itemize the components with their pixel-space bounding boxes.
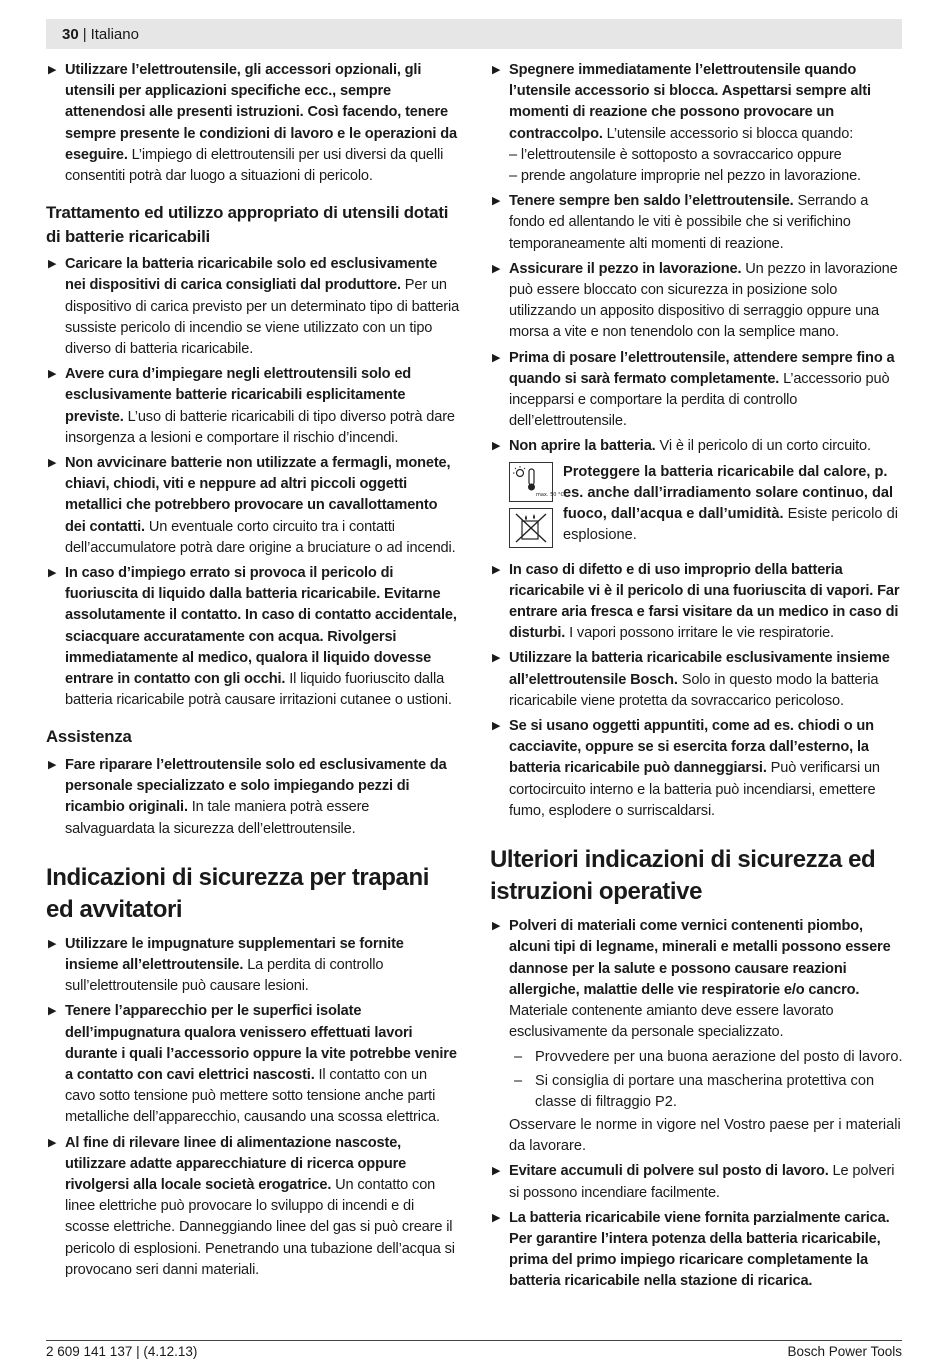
header-separator: |	[82, 25, 87, 43]
bullet-item: ▶ La batteria ricaricabile viene fornita parzialmente carica. Per garantire l’intera potenza della batteria ricaricabile, prima del primo impiego ricaricare completamente la batteria ricaricabile nella stazione di ricarica.	[492, 1209, 890, 1290]
paragraph: Osservare le norme in vigore nel Vostro paese per i materiali da lavorare.	[509, 1116, 901, 1155]
footer-brand: Bosch Power Tools	[787, 1344, 902, 1359]
bullet-item: ▶ Polveri di materiali come vernici contenenti piombo, alcuni tipi di legname, minerali e metalli possono essere dannose per la salute e possono causare reazioni allergiche, malattie delle vie respiratorie e/o cancro. Materiale contenente amianto deve essere lavorato esclusivamente da personale specializzato.	[492, 918, 891, 1041]
bullet-item: ▶ Utilizzare la batteria ricaricabile esclusivamente insieme all’elettroutensile Bosch. Solo in questo modo la batteria ricaricabile viene protetta da sovraccarico pericoloso.	[492, 650, 890, 709]
bullet-item: ▶ In caso di difetto e di uso improprio della batteria ricaricabile vi è il pericolo di una fuoriuscita di vapori. Far entrare aria fresca e farsi visitare da un medico in caso di disturbi. I vapori possono irritare le vie respiratorie.	[492, 561, 900, 642]
bullet-item: ▶ Al fine di rilevare linee di alimentazione nascoste, utilizzare adatte apparecchiature di ricerca oppure rivolgersi alla locale società erogatrice. Un contatto con linee elettriche può provocare lo sviluppo di incendi e di scosse elettriche. Danneggiando linee del gas si può creare il pericolo di esplosioni. Penetrando una tubazione dell’acqua si provocano seri danni materiali.	[48, 1134, 455, 1278]
bullet-triangle-icon: ▶	[48, 758, 57, 771]
right-column	[490, 60, 904, 1297]
bullet-triangle-icon: ▶	[48, 1005, 57, 1018]
bullet-triangle-icon: ▶	[48, 1136, 57, 1149]
bullet-triangle-icon: ▶	[48, 457, 57, 470]
section-heading: Trattamento ed utilizzo appropriato di utensili dotati di batterie ricaricabili	[46, 203, 449, 246]
bullet-triangle-icon: ▶	[492, 262, 501, 275]
bullet-item: ▶ In caso d’impiego errato si provoca il pericolo di fuoriuscita di liquido dalla batteria ricaricabile. Evitarne assolutamente il contatto. In caso di contatto accidentale, sciacquare accuratamente con acqua. Rivolgersi immediatamente al medico, qualora il liquido dovesse entrare in contatto con gli occhi. Il liquido fuoriuscito dalla batteria ricaricabile potrà causare irritazioni cutanee o ustioni.	[48, 565, 457, 709]
dash-item: – Provvedere per una buona aerazione del posto di lavoro.	[514, 1049, 903, 1066]
bullet-triangle-icon: ▶	[492, 440, 501, 453]
bullet-triangle-icon: ▶	[48, 937, 57, 950]
bullet-item: ▶ Se si usano oggetti appuntiti, come ad es. chiodi o un cacciavite, oppure se si esercita forza dall’esterno, la batteria ricaricabile può danneggiarsi. Può verificarsi un cortocircuito interno e la batteria può incendiarsi, emettere fumo, esplodere o surriscaldarsi.	[492, 718, 880, 819]
bullet-item: ▶ Spegnere immediatamente l’elettroutensile quando l’utensile accessorio si blocca. Aspettarsi sempre alti momenti di reazione che possono provocare un contraccolpo. L’utensile accessorio si blocca quando: – l’elettroutensile è sottoposto a sovraccarico oppure – prende angolature improprie nel pezzo in lavorazione.	[492, 62, 871, 185]
bullet-triangle-icon: ▶	[48, 64, 57, 76]
bullet-item: ▶ Non aprire la batteria. Vi è il pericolo di un corto circuito.	[490, 436, 904, 457]
footer-doc-number: 2 609 141 137 | (4.12.13)	[46, 1344, 198, 1359]
bullet-triangle-icon: ▶	[492, 720, 501, 733]
bullet-triangle-icon: ▶	[48, 258, 57, 271]
bullet-item: ▶ Utilizzare l’elettroutensile, gli accessori opzionali, gli utensili per applicazioni specifiche ecc., sempre attenendosi alle presenti istruzioni. Così facendo, tenere sempre presente le condizioni di lavoro e le operazioni da eseguire. L’impiego di elettroutensili per usi diversi da quelli consentiti potrà dar luogo a situazioni di pericolo.	[48, 62, 457, 185]
svg-text:max. 50 °C: max. 50 °C	[536, 491, 565, 498]
header-language: Italiano	[90, 25, 139, 43]
battery-warning-note	[490, 462, 904, 554]
bullet-triangle-icon: ▶	[492, 920, 501, 933]
bullet-item: ▶ Fare riparare l’elettroutensile solo ed esclusivamente da personale specializzato e solo impiegando pezzi di ricambio originali. In tale maniera potrà essere salvaguardata la sicurezza dell’elettroutensile.	[48, 756, 447, 837]
bullet-triangle-icon: ▶	[48, 368, 57, 381]
bullet-triangle-icon: ▶	[48, 567, 57, 580]
bullet-triangle-icon: ▶	[492, 351, 501, 364]
bullet-triangle-icon: ▶	[492, 64, 501, 76]
page-header	[46, 19, 902, 49]
bullet-item: ▶ Tenere l’apparecchio per le superfici isolate dell’impugnatura qualora venissero effettuati lavori durante i quali l’accessorio oppure la vite potrebbe venire a contatto con cavi elettrici nascosti. Il contatto con un cavo sotto tensione può mettere sotto tensione anche parti metalliche dell’apparecchio, causando una scossa elettrica.	[48, 1003, 457, 1126]
bullet-item: ▶ Avere cura d’impiegare negli elettroutensili solo ed esclusivamente batterie ricaricabili esplicitamente previste. L’uso di batterie ricaricabili di tipo diverso potrà dare insorgenza a lesioni e comportare il rischio d’incendi.	[48, 366, 455, 446]
page-number: 30	[62, 25, 79, 43]
bullet-triangle-icon: ▶	[492, 1165, 501, 1178]
bullet-triangle-icon: ▶	[492, 652, 501, 665]
bullet-item: ▶ Non avvicinare batterie non utilizzate a fermagli, monete, chiavi, chiodi, viti e neppure ad altri piccoli oggetti metallici che potrebbero provocare un cavallottamento dei contatti. Un eventuale corto circuito tra i contatti dell’accumulatore potrà dare origine a bruciature o ad incendi.	[48, 455, 456, 556]
footer-divider	[46, 1340, 902, 1341]
left-column	[46, 60, 460, 1285]
section-heading: Assistenza	[46, 727, 132, 747]
no-water-fire-icon	[509, 508, 553, 548]
dash-item: – Si consiglia di portare una mascherina protettiva con classe di filtraggio P2.	[514, 1072, 875, 1110]
bullet-triangle-icon: ▶	[492, 1211, 501, 1224]
chapter-heading: Ulteriori indicazioni di sicurezza ed istruzioni operative	[490, 846, 876, 906]
bullet-item: ▶ Tenere sempre ben saldo l’elettroutensile. Serrando a fondo ed allentando le viti è possibile che si verifichino temporaneamente alti momenti di reazione.	[492, 193, 869, 252]
bullet-item: ▶ Utilizzare le impugnature supplementari se fornite insieme all’elettroutensile. La perdita di controllo sull’elettroutensile può causare lesioni.	[48, 935, 404, 995]
bullet-triangle-icon: ▶	[492, 563, 501, 576]
bullet-item: ▶ Evitare accumuli di polvere sul posto di lavoro. Le polveri si possono incendiare facilmente.	[492, 1163, 895, 1201]
bullet-triangle-icon: ▶	[492, 195, 501, 208]
bullet-item: ▶ Assicurare il pezzo in lavorazione. Un pezzo in lavorazione può essere bloccato con sicurezza in posizione solo utilizzando un apposito dispositivo di serraggio oppure una morsa a vite e non tenendolo con la semplice mano.	[492, 260, 898, 341]
warning-icons	[509, 462, 565, 554]
heat-warning-icon	[509, 462, 565, 502]
bullet-item: ▶ Prima di posare l’elettroutensile, attendere sempre fino a quando si sarà fermato completamente. L’accessorio può incepparsi e comportare la perdita di controllo dell’elettroutensile.	[492, 349, 895, 430]
chapter-heading: Indicazioni di sicurezza per trapani ed avvitatori	[46, 863, 430, 923]
warning-text: Proteggere la batteria ricaricabile dal calore, p. es. anche dall’irradiamento solare continuo, dal fuoco, dall’acqua e dall’umidità. Esiste pericolo di esplosione.	[563, 463, 898, 544]
bullet-item: ▶ Caricare la batteria ricaricabile solo ed esclusivamente nei dispositivi di carica consigliati dal produttore. Per un dispositivo di carica previsto per un determinato tipo di batteria sussiste pericolo di incendio se viene utilizzato con un tipo diverso di batteria ricaricabile.	[48, 256, 460, 358]
